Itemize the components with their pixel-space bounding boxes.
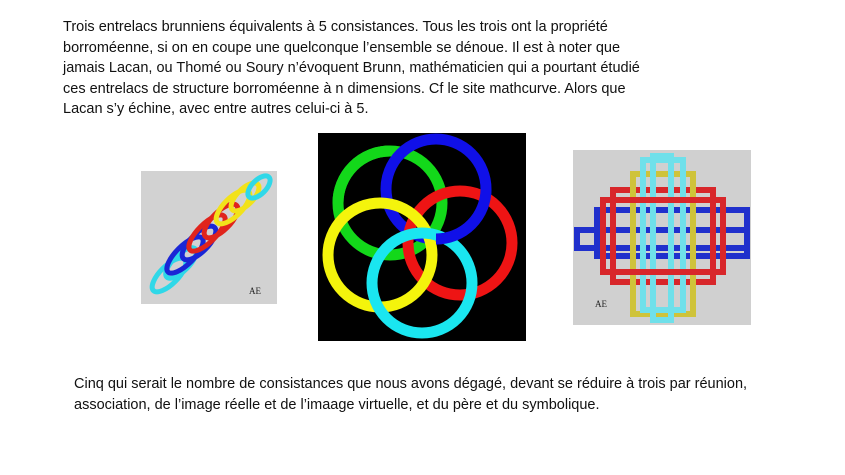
woven-grid-drawing xyxy=(573,150,751,325)
top-paragraph-line: ces entrelacs de structure borroméenne à n dimensions. Cf le site mathcurve. Alors que xyxy=(63,80,626,97)
bottom-paragraph xyxy=(74,374,794,415)
top-paragraph-line: Lacan s’y échine, avec entre autres celui-ci à 5. xyxy=(63,101,369,117)
brunnian-chain-drawing xyxy=(141,171,277,304)
five-rings-drawing xyxy=(318,133,526,341)
top-paragraph xyxy=(63,17,673,120)
cyan-frame xyxy=(643,160,683,310)
top-paragraph-line: jamais Lacan, ou Thomé ou Soury n’évoquent Brunn, mathématicien qui a pourtant étudié xyxy=(63,60,640,76)
grid-signature: AE xyxy=(595,299,607,309)
woven-grid-image xyxy=(573,150,751,325)
bottom-paragraph-line: Cinq qui serait le nombre de consistances que nous avons dégagé, devant se réduire à trois par réunion, xyxy=(74,376,748,392)
cyan-frame xyxy=(653,156,671,320)
brunnian-chain-image xyxy=(141,171,277,304)
top-paragraph-line: borroméenne, si on en coupe une quelconque l’ensemble se dénoue. Il est à noter que xyxy=(63,39,621,56)
chain-signature: AE xyxy=(249,286,261,296)
top-paragraph-line: Trois entrelacs brunniens équivalents à 5 consistances. Tous les trois ont la propriété xyxy=(63,19,608,35)
bottom-paragraph-line: association, de l’image réelle et de l’imaage virtuelle, et du père et du symbolique. xyxy=(74,396,600,413)
red-frame xyxy=(613,190,713,282)
five-rings-image xyxy=(318,133,526,341)
